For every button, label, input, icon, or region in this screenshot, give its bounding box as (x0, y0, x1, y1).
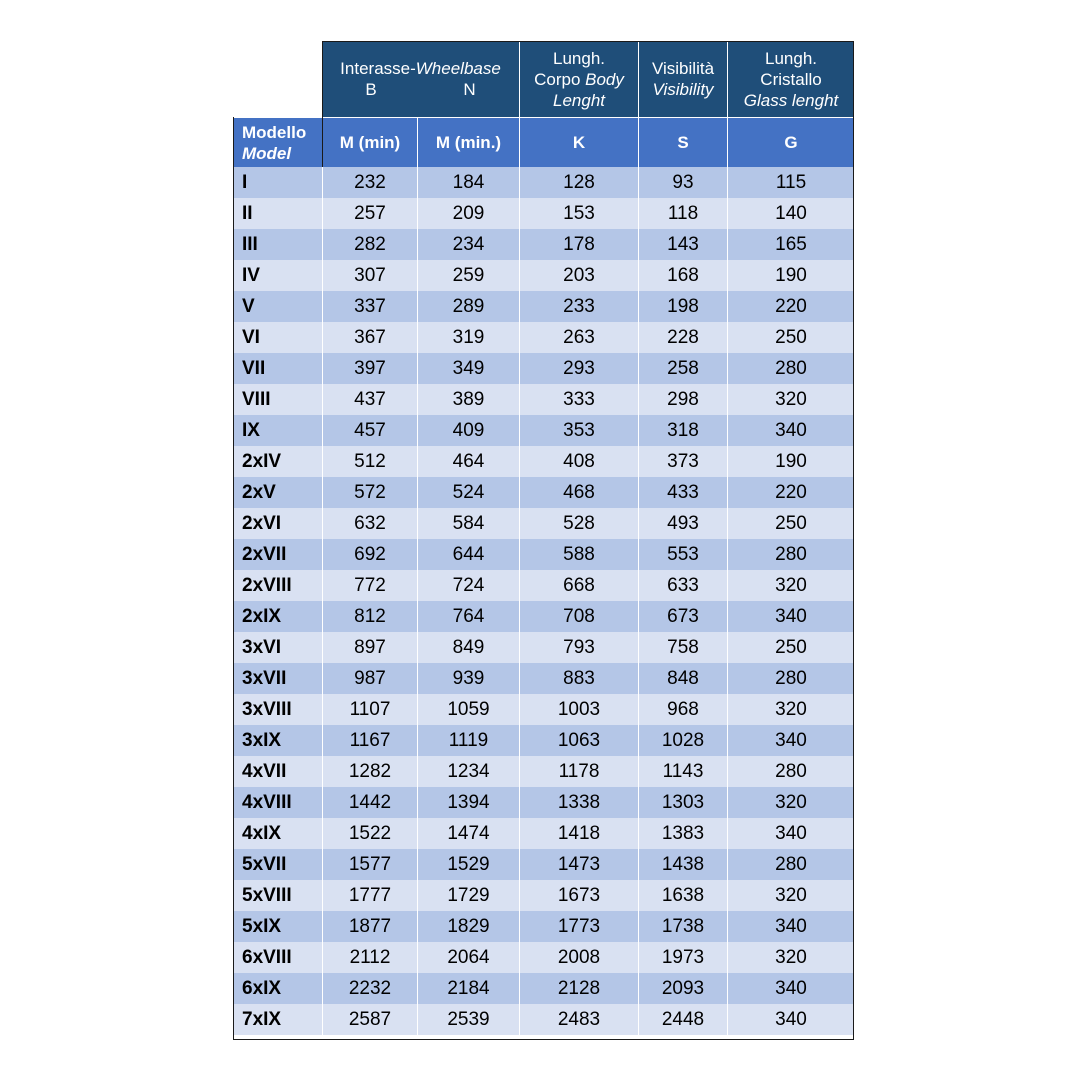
value-cell: 250 (775, 636, 807, 658)
value-cell: 320 (775, 388, 807, 410)
value-cell: 233 (520, 291, 639, 322)
value-cell: 2448 (639, 1004, 728, 1035)
value-cell: 1829 (418, 911, 520, 942)
value-cell: 524 (418, 477, 520, 508)
header-body-length-line1: Lungh. (553, 48, 605, 68)
table-row (233, 663, 854, 694)
value-cell: 1003 (520, 694, 639, 725)
value-cell: 812 (323, 601, 418, 632)
value-cell: 1063 (520, 725, 639, 756)
value-cell: 153 (520, 198, 639, 229)
value-cell: 280 (775, 853, 807, 875)
model-cell: 4xVII (233, 756, 323, 787)
value-cell: 1107 (323, 694, 418, 725)
table-row (233, 415, 854, 446)
value-cell: 250 (775, 326, 807, 348)
value-cell: 724 (418, 570, 520, 601)
value-cell: 340 (775, 1008, 807, 1030)
model-cell: I (233, 167, 323, 198)
model-cell: IV (233, 260, 323, 291)
value-cell: 115 (775, 171, 807, 193)
value-cell: 409 (418, 415, 520, 446)
value-cell: 257 (323, 198, 418, 229)
value-cell: 203 (520, 260, 639, 291)
model-cell: 2xIV (233, 446, 323, 477)
subheader-col-g: G (728, 117, 854, 167)
value-cell: 1438 (639, 849, 728, 880)
value-cell: 293 (520, 353, 639, 384)
value-cell: 1877 (323, 911, 418, 942)
value-cell: 367 (323, 322, 418, 353)
header-glass-length-line3: Glass lenght (743, 90, 839, 110)
value-cell: 2128 (520, 973, 639, 1004)
value-cell: 987 (323, 663, 418, 694)
table-row (233, 353, 854, 384)
value-cell: 2093 (639, 973, 728, 1004)
table-row (233, 880, 854, 911)
value-cell: 320 (775, 698, 807, 720)
value-cell: 2483 (520, 1004, 639, 1035)
model-cell: 2xVI (233, 508, 323, 539)
value-cell: 673 (639, 601, 728, 632)
value-cell: 572 (323, 477, 418, 508)
value-cell: 633 (639, 570, 728, 601)
header-wheelbase-prefix: Interasse- (340, 59, 416, 78)
value-cell: 258 (639, 353, 728, 384)
value-cell: 1729 (418, 880, 520, 911)
value-cell: 340 (775, 605, 807, 627)
value-cell: 320 (775, 946, 807, 968)
value-cell: 2184 (418, 973, 520, 1004)
value-cell: 2112 (323, 942, 418, 973)
model-cell: VII (233, 353, 323, 384)
header-wheelbase-sub (322, 79, 519, 100)
subheader-col-k: K (520, 117, 639, 167)
value-cell: 1383 (639, 818, 728, 849)
table-row (233, 911, 854, 942)
table-row (233, 725, 854, 756)
header-glass-length (728, 41, 854, 117)
header-body-length-body: Body (585, 69, 624, 89)
table-row (233, 384, 854, 415)
value-cell: 282 (323, 229, 418, 260)
value-cell: 468 (520, 477, 639, 508)
value-cell: 320 (775, 791, 807, 813)
value-cell: 1338 (520, 787, 639, 818)
value-cell: 968 (639, 694, 728, 725)
value-cell: 1638 (639, 880, 728, 911)
value-cell: 190 (775, 264, 807, 286)
value-cell: 584 (418, 508, 520, 539)
value-cell: 1178 (520, 756, 639, 787)
subheader-col-s: S (639, 117, 728, 167)
value-cell: 1394 (418, 787, 520, 818)
table-row (233, 973, 854, 1004)
value-cell: 228 (639, 322, 728, 353)
value-cell: 128 (520, 167, 639, 198)
subheader-col-m-min: M (min.) (418, 117, 520, 167)
value-cell: 1529 (418, 849, 520, 880)
value-cell: 353 (520, 415, 639, 446)
value-cell: 143 (639, 229, 728, 260)
value-cell: 1028 (639, 725, 728, 756)
model-cell: 6xVIII (233, 942, 323, 973)
model-cell: V (233, 291, 323, 322)
value-cell: 2232 (323, 973, 418, 1004)
value-cell: 939 (418, 663, 520, 694)
value-cell: 408 (520, 446, 639, 477)
value-cell: 232 (323, 167, 418, 198)
value-cell: 140 (775, 202, 807, 224)
table-row (233, 1004, 854, 1035)
value-cell: 1738 (639, 911, 728, 942)
value-cell: 897 (323, 632, 418, 663)
header-body-length (520, 41, 639, 117)
header-visibility-line1: Visibilità (651, 59, 715, 78)
header-glass-length-line2: Cristallo (760, 69, 822, 89)
table-row (233, 756, 854, 787)
value-cell: 849 (418, 632, 520, 663)
value-cell: 2587 (323, 1004, 418, 1035)
header-wheelbase-n: N (463, 80, 476, 99)
model-cell: 2xVII (233, 539, 323, 570)
model-cell: VI (233, 322, 323, 353)
value-cell: 692 (323, 539, 418, 570)
table-row (233, 167, 854, 198)
table-row (233, 632, 854, 663)
table-row (233, 260, 854, 291)
header-glass-length-line1: Lungh. (765, 48, 817, 68)
value-cell: 493 (639, 508, 728, 539)
value-cell: 178 (520, 229, 639, 260)
value-cell: 758 (639, 632, 728, 663)
value-cell: 632 (323, 508, 418, 539)
value-cell: 307 (323, 260, 418, 291)
value-cell: 93 (639, 167, 728, 198)
value-cell: 340 (775, 419, 807, 441)
value-cell: 1777 (323, 880, 418, 911)
subheader-model-line2: Model (242, 143, 292, 163)
subheader-col-m: M (min) (323, 117, 418, 167)
value-cell: 337 (323, 291, 418, 322)
value-cell: 668 (520, 570, 639, 601)
value-cell: 1059 (418, 694, 520, 725)
value-cell: 457 (323, 415, 418, 446)
value-cell: 433 (639, 477, 728, 508)
model-cell: 3xVII (233, 663, 323, 694)
value-cell: 512 (323, 446, 418, 477)
value-cell: 1418 (520, 818, 639, 849)
value-cell: 340 (775, 915, 807, 937)
value-cell: 298 (639, 384, 728, 415)
model-cell: VIII (233, 384, 323, 415)
table-row (233, 229, 854, 260)
table-row (233, 539, 854, 570)
table-row (233, 477, 854, 508)
value-cell: 2064 (418, 942, 520, 973)
value-cell: 280 (775, 667, 807, 689)
value-cell: 168 (639, 260, 728, 291)
model-cell: 3xVIII (233, 694, 323, 725)
value-cell: 373 (639, 446, 728, 477)
subheader-model (233, 117, 323, 167)
value-cell: 1119 (418, 725, 520, 756)
value-cell: 1577 (323, 849, 418, 880)
value-cell: 1442 (323, 787, 418, 818)
table-row (233, 291, 854, 322)
value-cell: 464 (418, 446, 520, 477)
table-row (233, 942, 854, 973)
value-cell: 1282 (323, 756, 418, 787)
value-cell: 553 (639, 539, 728, 570)
value-cell: 1973 (639, 942, 728, 973)
value-cell: 1474 (418, 818, 520, 849)
model-cell: 6xIX (233, 973, 323, 1004)
value-cell: 644 (418, 539, 520, 570)
value-cell: 259 (418, 260, 520, 291)
value-cell: 318 (639, 415, 728, 446)
value-cell: 848 (639, 663, 728, 694)
value-cell: 772 (323, 570, 418, 601)
value-cell: 1234 (418, 756, 520, 787)
value-cell: 437 (323, 384, 418, 415)
header-wheelbase-title (340, 58, 501, 79)
value-cell: 289 (418, 291, 520, 322)
value-cell: 280 (775, 760, 807, 782)
value-cell: 198 (639, 291, 728, 322)
table-row (233, 198, 854, 229)
value-cell: 883 (520, 663, 639, 694)
value-cell: 1773 (520, 911, 639, 942)
table-row (233, 694, 854, 725)
table-row (233, 508, 854, 539)
value-cell: 118 (639, 198, 728, 229)
subheader-model-line1: Modello (242, 122, 307, 142)
header-wheelbase-b: B (365, 80, 377, 99)
value-cell: 793 (520, 632, 639, 663)
model-cell: 5xVII (233, 849, 323, 880)
value-cell: 280 (775, 357, 807, 379)
value-cell: 1143 (639, 756, 728, 787)
header-body-length-line3: Lenght (553, 90, 605, 110)
model-cell: 2xIX (233, 601, 323, 632)
header-wheelbase (322, 41, 520, 117)
header-visibility-line2: Visibility (652, 80, 714, 99)
table-row (233, 322, 854, 353)
value-cell: 165 (775, 233, 807, 255)
table-row (233, 601, 854, 632)
header-body-length-corpo: Corpo (534, 69, 586, 89)
model-cell: 7xIX (233, 1004, 323, 1035)
table-row (233, 849, 854, 880)
value-cell: 340 (775, 729, 807, 751)
model-cell: 3xVI (233, 632, 323, 663)
value-cell: 2008 (520, 942, 639, 973)
value-cell: 340 (775, 822, 807, 844)
value-cell: 349 (418, 353, 520, 384)
value-cell: 263 (520, 322, 639, 353)
value-cell: 184 (418, 167, 520, 198)
value-cell: 209 (418, 198, 520, 229)
model-cell: IX (233, 415, 323, 446)
value-cell: 528 (520, 508, 639, 539)
table-row (233, 818, 854, 849)
header-visibility (639, 41, 728, 117)
value-cell: 389 (418, 384, 520, 415)
value-cell: 1473 (520, 849, 639, 880)
model-cell: II (233, 198, 323, 229)
model-cell: III (233, 229, 323, 260)
value-cell: 588 (520, 539, 639, 570)
value-cell: 190 (775, 450, 807, 472)
value-cell: 2539 (418, 1004, 520, 1035)
header-body-length-line2 (534, 69, 624, 90)
value-cell: 220 (775, 481, 807, 503)
value-cell: 234 (418, 229, 520, 260)
value-cell: 333 (520, 384, 639, 415)
value-cell: 397 (323, 353, 418, 384)
table-row (233, 787, 854, 818)
value-cell: 1673 (520, 880, 639, 911)
value-cell: 1303 (639, 787, 728, 818)
value-cell: 320 (775, 884, 807, 906)
model-cell: 5xIX (233, 911, 323, 942)
model-cell: 4xIX (233, 818, 323, 849)
value-cell: 708 (520, 601, 639, 632)
table-row (233, 446, 854, 477)
value-cell: 340 (775, 977, 807, 999)
value-cell: 320 (775, 574, 807, 596)
value-cell: 1167 (323, 725, 418, 756)
table-body (233, 167, 854, 1035)
model-cell: 2xV (233, 477, 323, 508)
value-cell: 1522 (323, 818, 418, 849)
value-cell: 220 (775, 295, 807, 317)
value-cell: 319 (418, 322, 520, 353)
table-row (233, 570, 854, 601)
value-cell: 250 (775, 512, 807, 534)
model-cell: 3xIX (233, 725, 323, 756)
header-wheelbase-italic: Wheelbase (415, 59, 501, 78)
model-cell: 2xVIII (233, 570, 323, 601)
model-cell: 5xVIII (233, 880, 323, 911)
value-cell: 280 (775, 543, 807, 565)
value-cell: 764 (418, 601, 520, 632)
model-cell: 4xVIII (233, 787, 323, 818)
